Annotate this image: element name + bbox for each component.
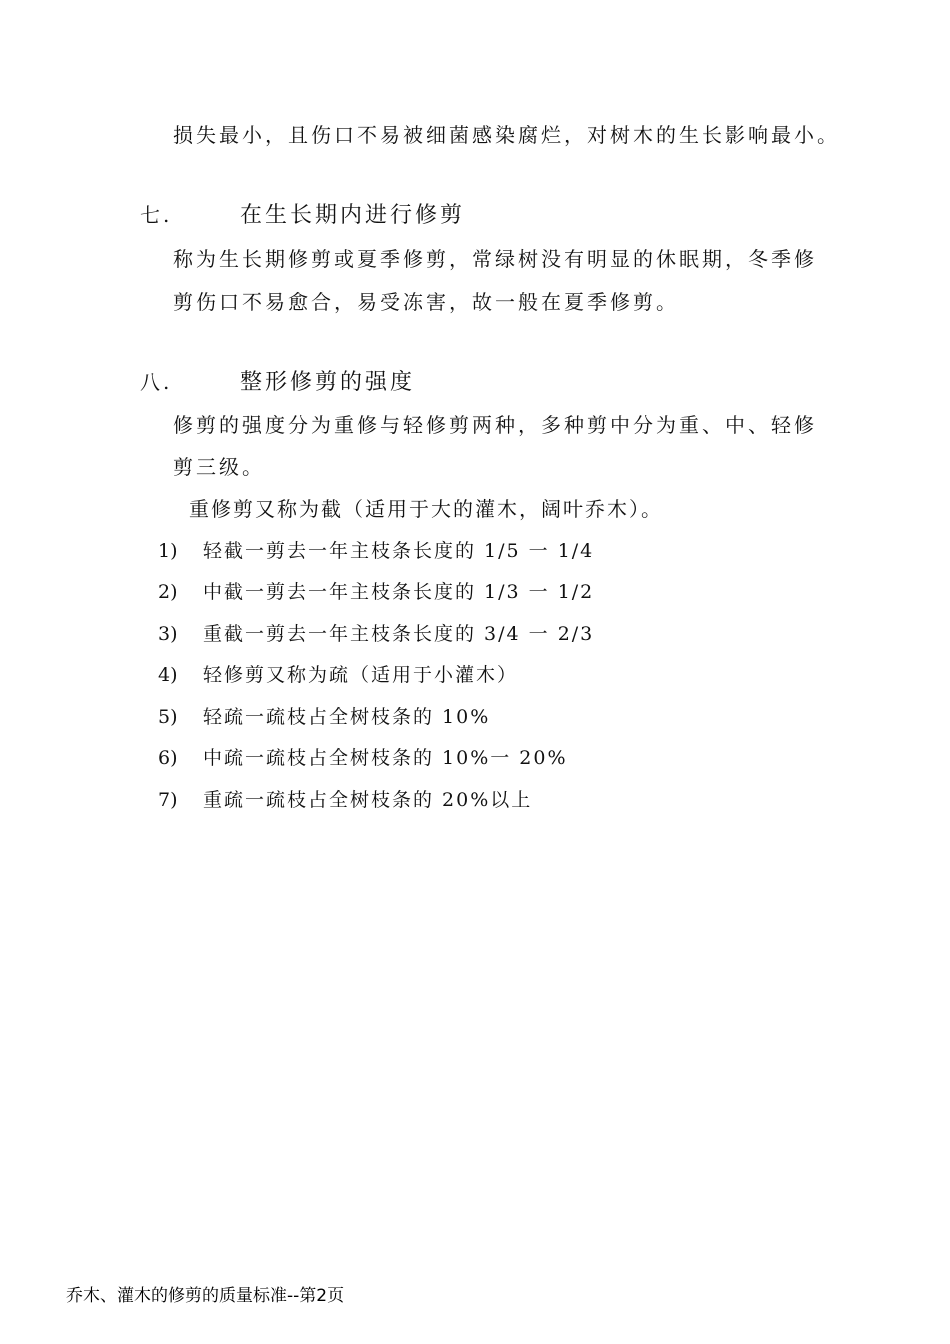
section8-paragraph-line-1: 修剪的强度分为重修与轻修剪两种，多种剪中分为重、中、轻修 xyxy=(173,413,817,437)
page-footer: 乔木、灌木的修剪的质量标准--第2页 xyxy=(66,1286,345,1306)
list-item xyxy=(158,537,594,565)
list-item xyxy=(158,620,594,648)
section-number: 八. xyxy=(140,370,173,394)
list-index: 1) xyxy=(158,540,178,562)
intro-paragraph-line: 损失最小，且伤口不易被细菌感染腐烂，对树木的生长影响最小。 xyxy=(173,123,840,147)
list-item xyxy=(158,703,490,731)
section8-paragraph-line-2: 剪三级。 xyxy=(173,455,265,479)
section-title: 整形修剪的强度 xyxy=(240,370,416,395)
section-heading-8 xyxy=(140,367,415,398)
list-text: 重截一剪去一年主枝条长度的 3/4 一 2/3 xyxy=(203,623,595,645)
list-item xyxy=(158,786,532,814)
list-index: 6) xyxy=(158,747,178,769)
section-title: 在生长期内进行修剪 xyxy=(240,203,466,228)
section8-subline: 重修剪又称为截（适用于大的灌木，阔叶乔木）。 xyxy=(189,497,663,521)
list-text: 轻修剪又称为疏（适用于小灌木） xyxy=(203,664,519,686)
list-index: 3) xyxy=(158,623,178,645)
list-index: 5) xyxy=(158,706,178,728)
list-item xyxy=(158,661,518,689)
list-text: 重疏一疏枝占全树枝条的 20%以上 xyxy=(203,789,533,811)
list-index: 4) xyxy=(158,664,178,686)
list-index: 2) xyxy=(158,581,178,603)
list-item xyxy=(158,578,594,606)
section7-paragraph-line-1: 称为生长期修剪或夏季修剪，常绿树没有明显的休眠期，冬季修 xyxy=(173,247,817,271)
list-text: 轻截一剪去一年主枝条长度的 1/5 一 1/4 xyxy=(203,540,595,562)
list-index: 7) xyxy=(158,789,178,811)
list-text: 中截一剪去一年主枝条长度的 1/3 一 1/2 xyxy=(203,581,595,603)
section-number: 七. xyxy=(140,203,173,227)
list-item xyxy=(158,744,568,772)
section7-paragraph-line-2: 剪伤口不易愈合，易受冻害，故一般在夏季修剪。 xyxy=(173,290,679,314)
list-text: 轻疏一疏枝占全树枝条的 10% xyxy=(203,706,491,728)
list-text: 中疏一疏枝占全树枝条的 10%一 20% xyxy=(203,747,568,769)
section-heading-7 xyxy=(140,200,465,231)
